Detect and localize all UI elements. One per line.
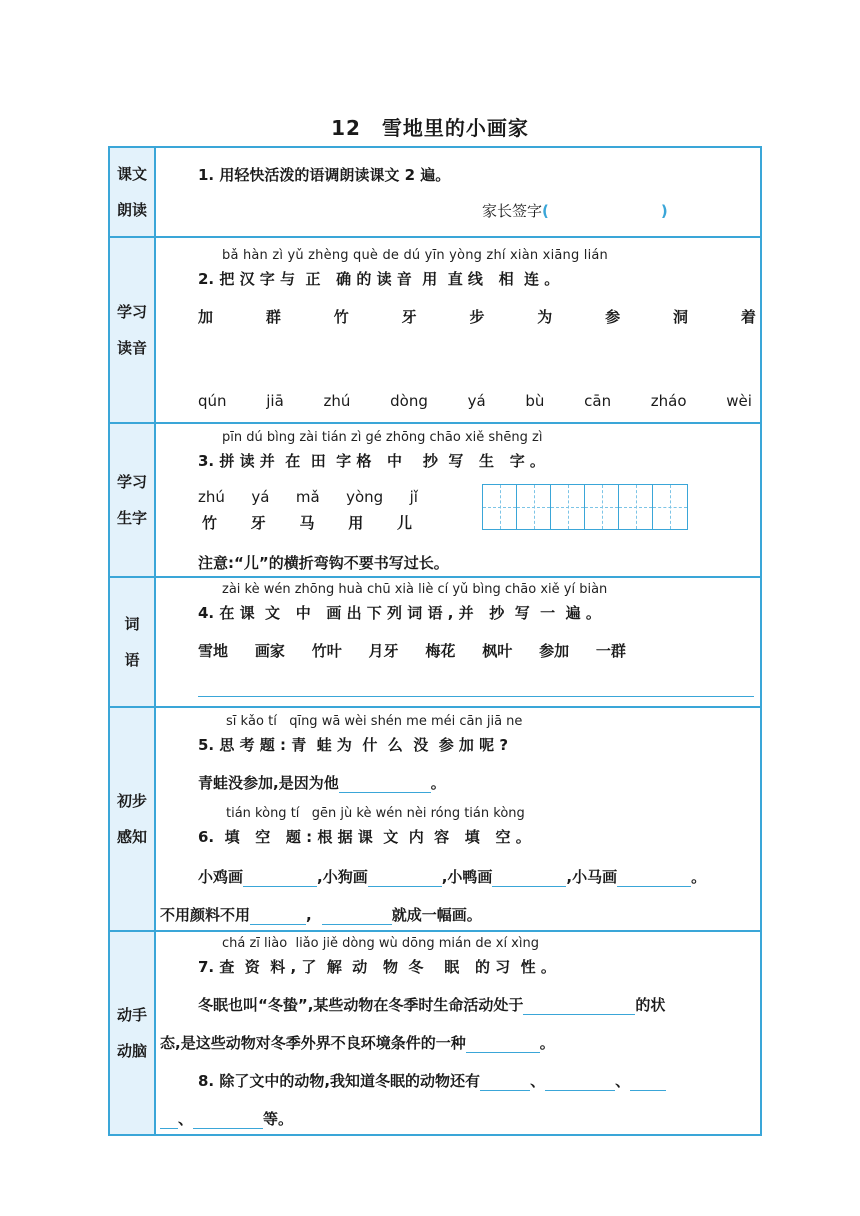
char-item[interactable]: 牙 xyxy=(401,308,417,326)
fill-blank[interactable] xyxy=(523,998,635,1015)
question-6: 6. 填 空 题 : 根 据 课 文 内 容 填 空 。 xyxy=(198,828,531,846)
tianzige-cell[interactable] xyxy=(551,485,585,529)
new-char: 竹 xyxy=(202,514,218,532)
row-label-new-chars xyxy=(110,424,154,576)
reading-item[interactable]: qún xyxy=(198,392,227,410)
writing-note: 注意:“儿”的横折弯钩不要书写过长。 xyxy=(198,554,449,572)
reading-item[interactable]: bù xyxy=(525,392,545,410)
word-item: 竹叶 xyxy=(311,642,342,660)
fill-blank[interactable] xyxy=(492,870,566,887)
tianzige-cell[interactable] xyxy=(517,485,551,529)
para-text: 态,是这些动物对冬季外界不良环境条件的一种 xyxy=(160,1034,466,1052)
question-3: 3. 拼 读 并 在 田 字 格 中 抄 写 生 字 。 xyxy=(198,452,545,470)
label-text: 词 xyxy=(124,615,140,633)
row-divider xyxy=(110,706,760,708)
answer-5 xyxy=(198,772,446,793)
label-column-divider xyxy=(154,148,156,1134)
word-item: 画家 xyxy=(254,642,285,660)
fill-text: , xyxy=(306,906,312,924)
char-row xyxy=(198,306,756,327)
reading-item[interactable]: jiā xyxy=(266,392,284,410)
question-4: 4. 在 课 文 中 画 出 下 列 词 语 , 并 抄 写 一 遍 。 xyxy=(198,604,601,622)
char-item[interactable]: 加 xyxy=(198,308,214,326)
char-item[interactable]: 竹 xyxy=(333,308,349,326)
reading-item[interactable]: zháo xyxy=(650,392,687,410)
word-item: 梅花 xyxy=(425,642,456,660)
reading-item[interactable]: wèi xyxy=(726,392,752,410)
label-text: 学习 xyxy=(116,473,147,491)
fill-blank[interactable] xyxy=(617,870,691,887)
pinyin-line-4: zài kè wén zhōng huà chū xià liè cí yǔ bìng chāo xiě yí biàn xyxy=(222,582,608,597)
new-char-pinyin: zhú xyxy=(198,488,225,506)
label-text: 生字 xyxy=(116,509,147,527)
signature-label: 家长签字 xyxy=(482,202,543,220)
word-item: 月牙 xyxy=(368,642,399,660)
answer-5-text: 青蛙没参加,是因为他 xyxy=(198,774,339,792)
new-char: 儿 xyxy=(396,514,412,532)
pinyin-line-7: chá zī liào liǎo jiě dòng wù dōng mián de xí xìng xyxy=(222,936,539,951)
label-text: 课文 xyxy=(116,165,147,183)
row-label-reading xyxy=(110,148,154,236)
row-divider xyxy=(110,422,760,424)
tianzige-cell[interactable] xyxy=(619,485,653,529)
answer-5-end: 。 xyxy=(430,774,446,792)
tianzige-grid[interactable] xyxy=(482,484,688,530)
para-text: 的状 xyxy=(635,996,666,1014)
signature-close-paren: ) xyxy=(660,202,668,220)
char-item[interactable]: 群 xyxy=(265,308,281,326)
char-item[interactable]: 洞 xyxy=(673,308,689,326)
fill-text: 。 xyxy=(691,868,707,886)
char-item[interactable]: 步 xyxy=(469,308,485,326)
reading-item[interactable]: cān xyxy=(584,392,612,410)
fill-blank[interactable] xyxy=(466,1036,540,1053)
char-item[interactable]: 着 xyxy=(740,308,756,326)
label-text: 语 xyxy=(124,651,140,669)
row-divider xyxy=(110,930,760,932)
separator: 、 xyxy=(530,1072,546,1090)
pinyin-line-3: pīn dú bìng zài tián zì gé zhōng chāo xiě shēng zì xyxy=(222,430,543,445)
question-5: 5. 思 考 题 : 青 蛙 为 什 么 没 参 加 呢 ? xyxy=(198,736,509,754)
parent-signature xyxy=(482,200,668,221)
fill-blank[interactable] xyxy=(160,1112,178,1129)
fill-text: 就成一幅画。 xyxy=(391,906,482,924)
fill-text: ,小狗画 xyxy=(317,868,368,886)
para-text: 。 xyxy=(539,1034,555,1052)
fill-blank[interactable] xyxy=(250,908,306,925)
fill-blank[interactable] xyxy=(480,1074,530,1091)
pinyin-line-2: bǎ hàn zì yǔ zhèng què de dú yīn yòng zhí xiàn xiāng lián xyxy=(222,248,608,263)
label-text: 读音 xyxy=(116,339,147,357)
paragraph-7-line-1 xyxy=(198,994,665,1015)
fill-text: 不用颜料不用 xyxy=(160,906,251,924)
label-text: 初步 xyxy=(116,792,147,810)
worksheet-table xyxy=(108,146,762,1136)
para-text: 8. 除了文中的动物,我知道冬眠的动物还有 xyxy=(198,1072,481,1090)
word-item: 参加 xyxy=(539,642,570,660)
label-text: 朗读 xyxy=(116,201,147,219)
fill-text: 小鸡画 xyxy=(198,868,244,886)
question-1: 1. 用轻快活泼的语调朗读课文 2 遍。 xyxy=(198,166,451,184)
tianzige-cell[interactable] xyxy=(585,485,619,529)
answer-5-blank[interactable] xyxy=(339,776,431,793)
row-label-handson xyxy=(110,932,154,1134)
label-text: 感知 xyxy=(116,828,147,846)
new-char: 马 xyxy=(299,514,315,532)
word-item: 雪地 xyxy=(198,642,229,660)
char-item[interactable]: 参 xyxy=(605,308,621,326)
reading-item[interactable]: yá xyxy=(467,392,486,410)
fill-blank[interactable] xyxy=(545,1074,615,1091)
fill-blank[interactable] xyxy=(193,1112,263,1129)
new-char-pinyin: mǎ xyxy=(295,488,320,506)
label-text: 学习 xyxy=(116,303,147,321)
question-8-line-1 xyxy=(198,1070,666,1091)
tianzige-cell[interactable] xyxy=(483,485,517,529)
fill-blank[interactable] xyxy=(368,870,442,887)
label-text: 动手 xyxy=(116,1006,147,1024)
reading-item[interactable]: zhú xyxy=(323,392,351,410)
new-char-pinyin-row xyxy=(198,488,418,506)
reading-item[interactable]: dòng xyxy=(390,392,428,410)
row-label-words xyxy=(110,578,154,706)
reading-row xyxy=(198,392,752,410)
word-item: 一群 xyxy=(595,642,626,660)
new-char: 牙 xyxy=(250,514,266,532)
para-text: 等。 xyxy=(263,1110,294,1128)
row-label-comprehension xyxy=(110,708,154,930)
tianzige-cell[interactable] xyxy=(653,485,687,529)
new-char: 用 xyxy=(348,514,364,532)
char-item[interactable]: 为 xyxy=(537,308,553,326)
row-divider xyxy=(110,236,760,238)
row-divider xyxy=(110,576,760,578)
fill-line-2 xyxy=(160,904,482,925)
pinyin-line-6: tián kòng tí gēn jù kè wén nèi róng tián kòng xyxy=(226,806,525,821)
question-2: 2. 把 汉 字 与 正 确 的 读 音 用 直 线 相 连 。 xyxy=(198,270,560,288)
fill-blank[interactable] xyxy=(243,870,317,887)
row-label-pronunciation xyxy=(110,238,154,422)
copy-line[interactable] xyxy=(198,696,754,697)
question-8-line-2 xyxy=(160,1108,293,1129)
word-list xyxy=(198,640,626,661)
new-char-pinyin: yòng xyxy=(346,488,384,506)
signature-open-paren: ( xyxy=(542,202,549,220)
fill-text: ,小鸭画 xyxy=(441,868,493,886)
fill-blank[interactable] xyxy=(630,1074,666,1091)
new-char-pinyin: yá xyxy=(251,488,270,506)
page-title: 12 雪地里的小画家 xyxy=(331,116,529,140)
word-item: 枫叶 xyxy=(482,642,513,660)
separator: 、 xyxy=(178,1110,194,1128)
label-text: 动脑 xyxy=(116,1042,147,1060)
new-char-pinyin: jǐ xyxy=(409,488,418,506)
paragraph-7-line-2 xyxy=(160,1032,555,1053)
separator: 、 xyxy=(615,1072,631,1090)
fill-text: ,小马画 xyxy=(566,868,618,886)
pinyin-line-5: sī kǎo tí qīng wā wèi shén me méi cān jiā ne xyxy=(226,714,523,729)
new-char-row xyxy=(202,512,412,533)
fill-line-1 xyxy=(198,866,706,887)
fill-blank[interactable] xyxy=(322,908,392,925)
question-7: 7. 查 资 料 , 了 解 动 物 冬 眠 的 习 性 。 xyxy=(198,958,556,976)
para-text: 冬眠也叫“冬蛰”,某些动物在冬季时生命活动处于 xyxy=(198,996,524,1014)
